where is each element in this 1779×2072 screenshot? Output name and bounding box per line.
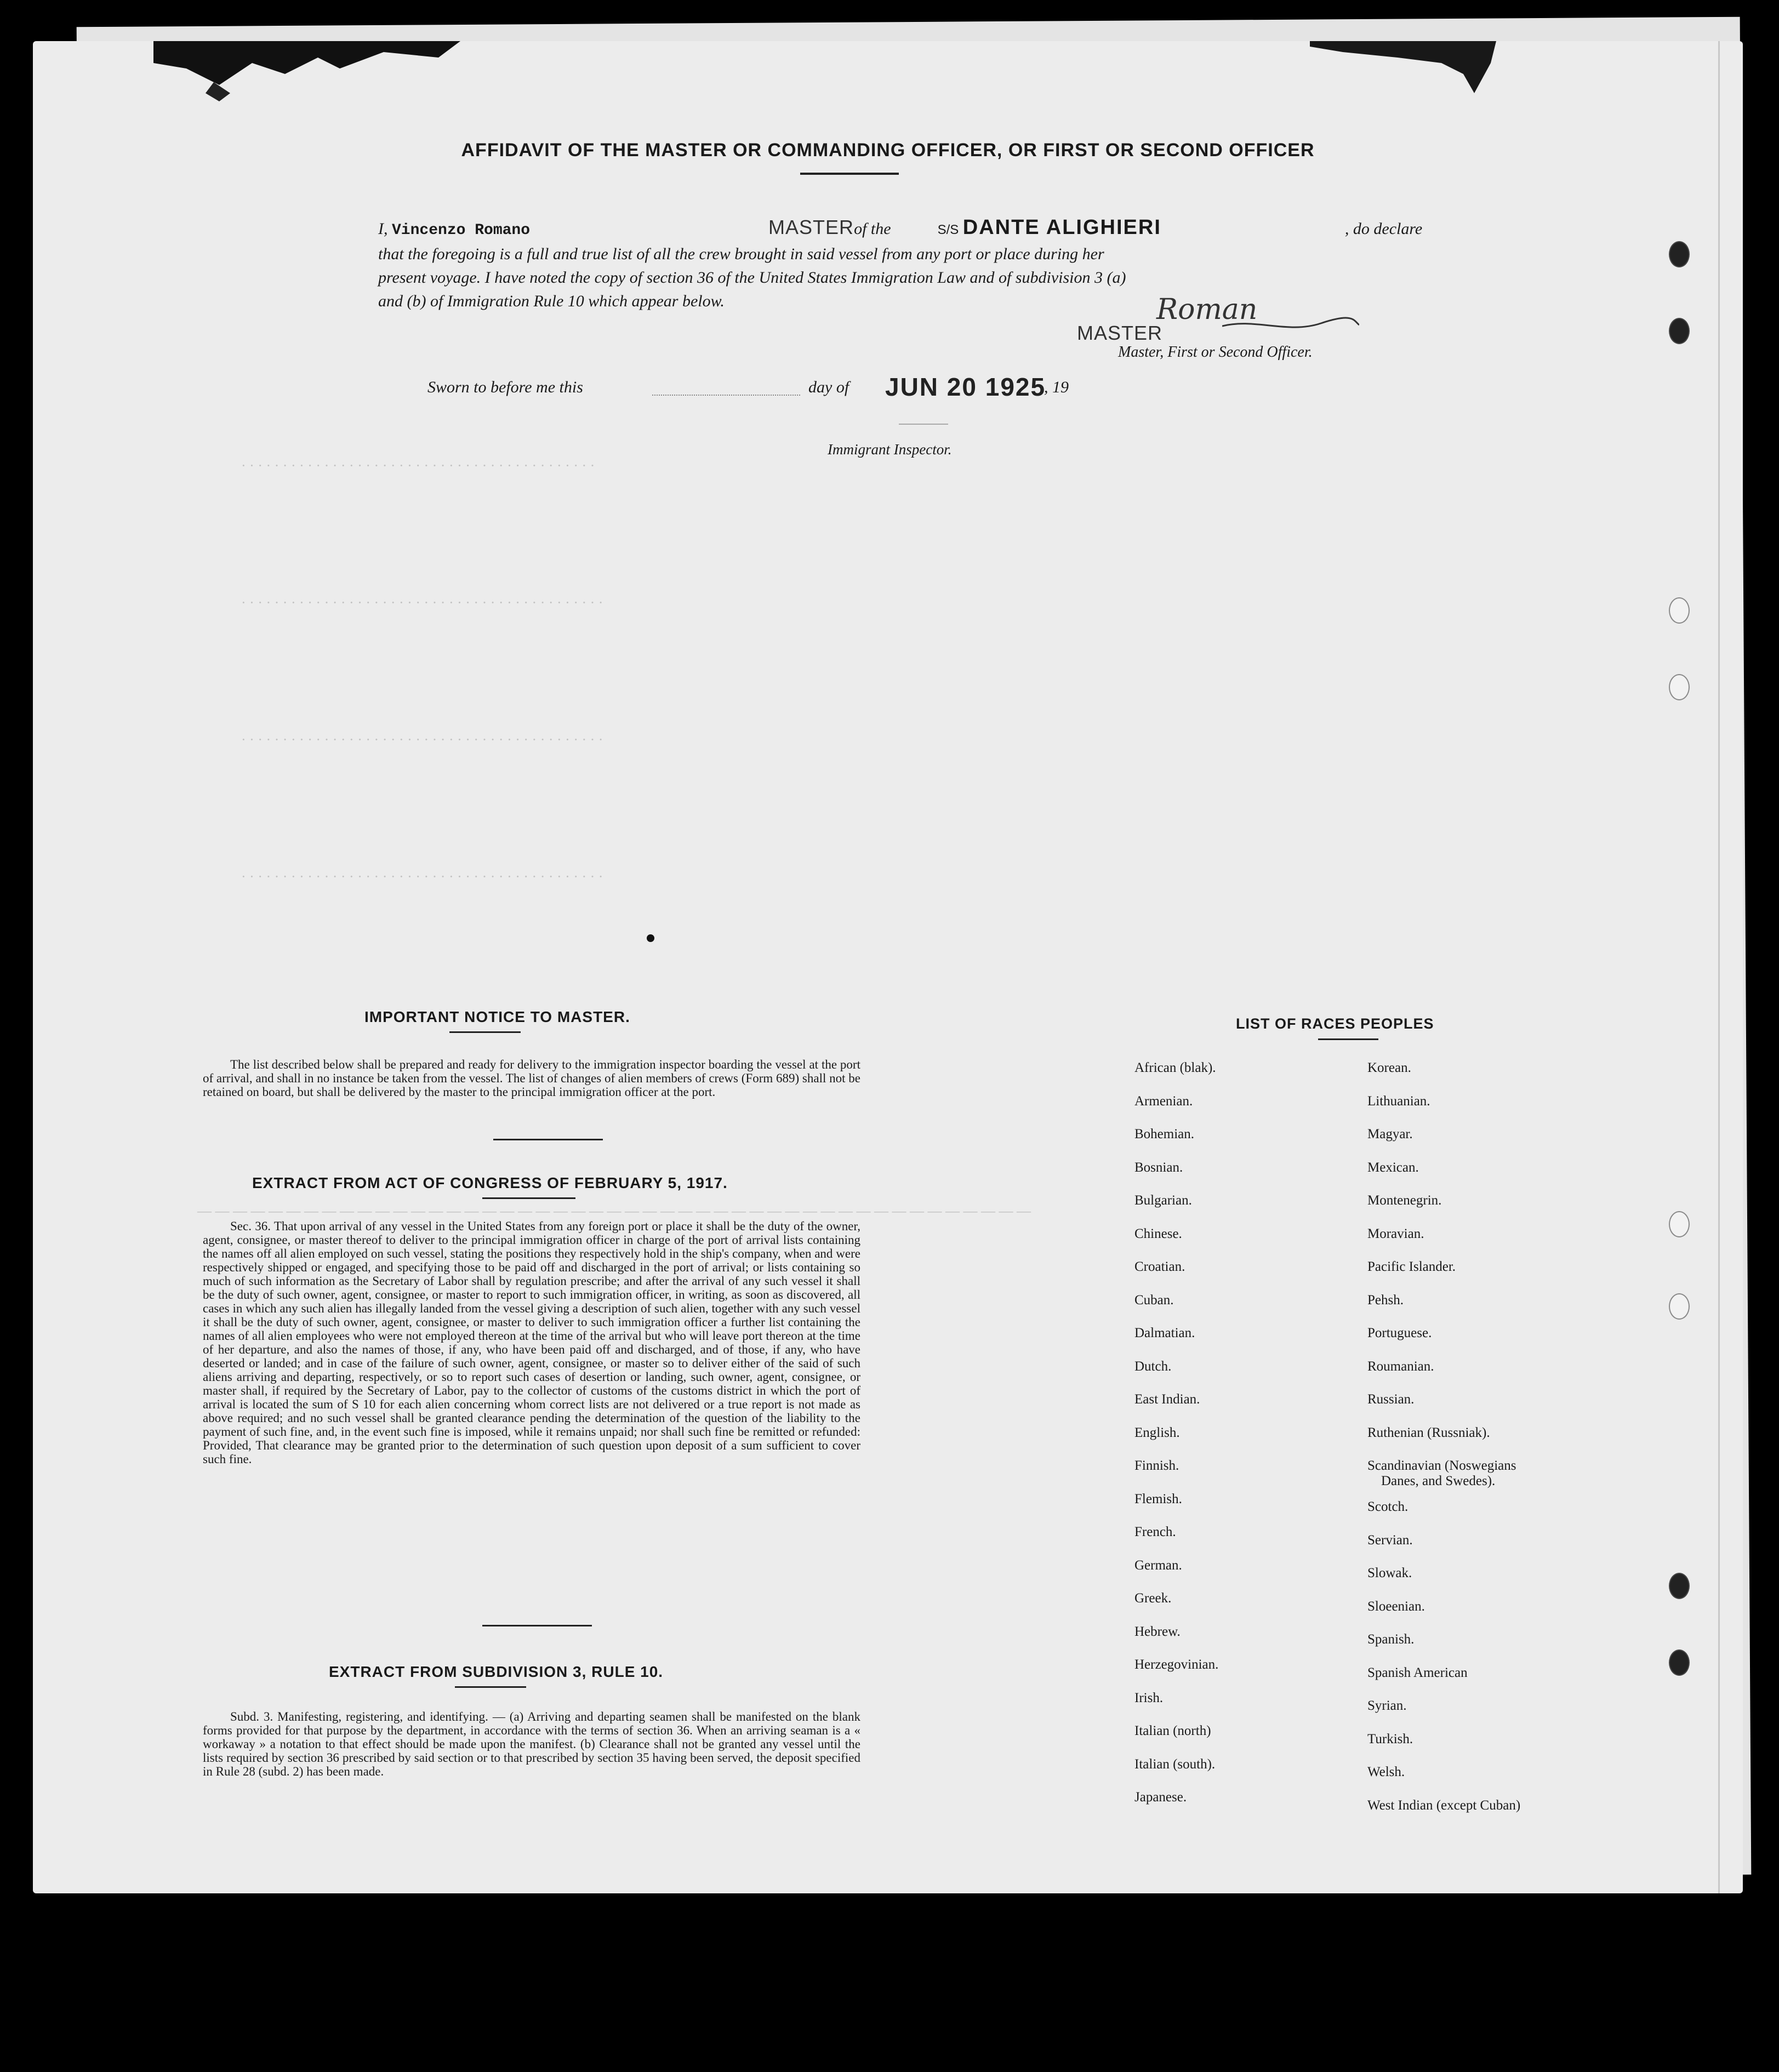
- date-stamp: JUN 20 1925: [885, 373, 1046, 401]
- race-item: Italian (south).: [1134, 1756, 1216, 1772]
- notice-underline: [449, 1031, 521, 1033]
- race-item: West Indian (except Cuban): [1367, 1797, 1521, 1813]
- race-item: [1367, 1458, 1520, 1499]
- bleed-through: — — — — — — — — — — — — — — — — — — — — — — — — — — — — — — — — — — — — — — — — — — — — — — —: [197, 1203, 1031, 1219]
- race-item: Greek.: [1134, 1591, 1172, 1606]
- declaration-text: [378, 215, 1425, 313]
- extract-act-heading: EXTRACT FROM ACT OF CONGRESS OF FEBRUARY 5, 1917.: [252, 1174, 728, 1191]
- declaration-line-2: that the foregoing is a full and true list of all the crew brought in said vessel from any port or place during her: [378, 245, 1104, 263]
- race-item: East Indian.: [1134, 1392, 1200, 1407]
- extract-rule-heading: EXTRACT FROM SUBDIVISION 3, RULE 10.: [329, 1663, 664, 1680]
- year-prefix: , 19: [1044, 378, 1069, 396]
- master-signature: Roman: [1156, 293, 1258, 326]
- inspector-signature-line: [899, 424, 948, 425]
- races-column-1: [1134, 1060, 1218, 1823]
- day-of-label: day of: [808, 378, 849, 396]
- notice-heading: IMPORTANT NOTICE TO MASTER.: [364, 1008, 630, 1025]
- page-edge-line: [1718, 41, 1720, 1893]
- extract-rule-underline: [455, 1686, 526, 1688]
- binder-hole: [1669, 318, 1690, 344]
- ink-dot: [647, 934, 654, 942]
- binder-hole: [1669, 674, 1690, 700]
- race-item: Italian (north): [1134, 1723, 1211, 1738]
- race-item: Roumanian.: [1367, 1358, 1434, 1374]
- race-item: Portuguese.: [1367, 1326, 1432, 1340]
- race-item: German.: [1134, 1557, 1182, 1573]
- signature-stamp: MASTER: [1077, 322, 1163, 344]
- race-item: Herzegovinian.: [1134, 1657, 1219, 1672]
- binder-hole: [1669, 1293, 1690, 1320]
- extract-act-underline: [482, 1197, 575, 1199]
- race-item: Ruthenian (Russniak).: [1367, 1425, 1490, 1440]
- race-item-continuation: Danes, and Swedes).: [1381, 1474, 1496, 1488]
- affidavit-title: AFFIDAVIT OF THE MASTER OR COMMANDING OFFICER, OR FIRST OR SECOND OFFICER: [461, 140, 1315, 161]
- race-item: Lithuanian.: [1367, 1093, 1430, 1109]
- race-item: Turkish.: [1367, 1731, 1413, 1746]
- race-item-line: Scandinavian (Noswegians: [1367, 1458, 1516, 1473]
- race-item: Syrian.: [1367, 1698, 1407, 1713]
- declaration-line-1: I, Vincenzo Romano MASTERof the S/S DANTE ALIGHIERI , do declare: [378, 216, 1423, 239]
- race-item: Croatian.: [1134, 1259, 1185, 1274]
- race-item: Armenian.: [1134, 1093, 1193, 1109]
- torn-edge: [153, 41, 460, 107]
- race-item: Dutch.: [1134, 1358, 1172, 1374]
- bleed-through: · · · · · · · · · · · · · · · · · · · · · · · · · · · · · · · · · · · · · · · · · · · ·: [241, 595, 603, 610]
- races-underline: [1318, 1038, 1378, 1040]
- binder-hole: [1669, 1649, 1690, 1676]
- race-item: Moravian.: [1367, 1226, 1424, 1241]
- title-underline: [800, 173, 899, 175]
- race-item: Bohemian.: [1134, 1127, 1195, 1141]
- races-heading: LIST OF RACES PEOPLES: [1236, 1015, 1434, 1032]
- bleed-through: · · · · · · · · · · · · · · · · · · · · · · · · · · · · · · · · · · · · · · · · · · · ·: [241, 732, 603, 747]
- race-item: Bulgarian.: [1134, 1193, 1192, 1208]
- race-item: Chinese.: [1134, 1226, 1182, 1241]
- master-name: Vincenzo Romano: [392, 222, 531, 239]
- race-item: Scotch.: [1367, 1499, 1409, 1514]
- race-item: Dalmatian.: [1134, 1326, 1195, 1340]
- race-item: Sloeenian.: [1367, 1599, 1425, 1614]
- notice-divider: [493, 1139, 603, 1140]
- race-item: Korean.: [1367, 1060, 1411, 1075]
- signature-caption: Master, First or Second Officer.: [1118, 344, 1313, 361]
- binder-hole: [1669, 241, 1690, 267]
- declaration-line-3: present voyage. I have noted the copy of section 36 of the United States Immigration Law and of subdivision 3 (a): [378, 269, 1126, 287]
- race-item: Spanish.: [1367, 1632, 1415, 1647]
- binder-hole: [1669, 1211, 1690, 1237]
- race-item: Cuban.: [1134, 1292, 1174, 1308]
- notice-text: The list described below shall be prepared and ready for delivery to the immigration inspector boarding the vessel at the port of arrival, and shall in no instance be taken from the vessel. The list of changes of alien members of crews (Form 689) shall not be retained on board, but shall be delivered by the master to the principal immigration officer at the port.: [203, 1058, 860, 1099]
- race-item: English.: [1134, 1425, 1180, 1440]
- race-item: Mexican.: [1367, 1160, 1419, 1175]
- document-sheet: [33, 41, 1743, 1893]
- master-stamp: MASTER: [768, 216, 854, 238]
- races-column-2: [1367, 1060, 1520, 1831]
- declaration-line-4: and (b) of Immigration Rule 10 which appear below.: [378, 292, 725, 310]
- race-item: Flemish.: [1134, 1491, 1182, 1506]
- race-item: French.: [1134, 1525, 1176, 1539]
- race-item: Magyar.: [1367, 1127, 1413, 1141]
- race-item: African (blak).: [1134, 1060, 1216, 1075]
- race-item: Slowak.: [1367, 1566, 1412, 1580]
- extract-rule-text: Subd. 3. Manifesting, registering, and identifying. — (a) Arriving and departing seamen shall be manifested on the blank forms provided for that purpose by the department, in accordance with the terms of section 36. When an arriving seaman is a « workaway » a notation to that effect should be made upon the manifest. (b) Clearance shall not be granted any vessel until the lists required by section 36 prescribed by said section or to that prescribed by section 35 having been served, the deposit specified in Rule 28 (subd. 2) has been made.: [203, 1710, 860, 1778]
- extract-act-divider: [482, 1625, 592, 1626]
- inspector-caption: Immigrant Inspector.: [828, 441, 952, 458]
- race-item: Montenegrin.: [1367, 1193, 1442, 1208]
- race-item: Russian.: [1367, 1392, 1415, 1407]
- signature-flourish: [1222, 315, 1359, 337]
- day-blank: [652, 395, 800, 396]
- bleed-through: · · · · · · · · · · · · · · · · · · · · · · · · · · · · · · · · · · · · · · · · · · · ·: [241, 869, 603, 884]
- torn-edge-right: [1310, 41, 1496, 107]
- bleed-through: · · · · · · · · · · · · · · · · · · · · · · · · · · · · · · · · · · · · · · · · · · ·: [241, 458, 595, 473]
- race-item: Irish.: [1134, 1690, 1164, 1705]
- race-item: Hebrew.: [1134, 1624, 1181, 1639]
- sworn-label: Sworn to before me this: [427, 378, 583, 396]
- extract-act-text: Sec. 36. That upon arrival of any vessel in the United States from any foreign port or place it shall be the duty of the owner, agent, consignee, or master thereof to deliver to the principal immigration officer in charge of the port of arrival lists containing the names off all alien employed on such vessel, stating the positions they respectively hold in the ship's company, when and were respectively shipped or engaged, and specifying those to be paid off and discharged in the port of arrival; or lists containing so much of such information as the Secretary of Labor shall by regulation prescribe; and after the arrival of any such vessel it shall be the duty of such owner, agent, consignee, or master to report to such immigration officer, in writing, as soon as discovered, all cases in which any such alien has illegally landed from the vessel giving a description of such alien, together with any such vessel it shall be the duty of such owner, agent, consignee, or master to deliver to such immigration officer a further list containing the names of all alien employees who were not employed thereon at the time of the arrival but who will leave port thereon at the time of her departure, and also the names of those, if any, who have been paid off and discharged, and of those, if any, who have deserted or landed; and in case of the failure of such owner, agent, consignee, or master so to deliver either of the said of such aliens arriving and departing, respectively, or so to report such cases of desertion or landing, such owner, agent, consignee, or master shall, if required by the Secretary of Labor, pay to the collector of customs of the customs district in which the port of arrival is located the sum of S 10 for each alien concerning whom correct lists are not delivered or a true report is not made as above required; and no such vessel shall be granted clearance pending the determination of the question of the liability to the payment of such fine, and, in the event such fine is imposed, while it remains unpaid; nor shall such fine be remitted or refunded: Provided, That clearance may be granted prior to the determination of such question upon deposit of a sum sufficient to cover such fine.: [203, 1219, 860, 1466]
- race-item: Pacific Islander.: [1367, 1259, 1456, 1274]
- race-item: Japanese.: [1134, 1790, 1187, 1805]
- race-item: Bosnian.: [1134, 1160, 1183, 1175]
- race-item: Welsh.: [1367, 1765, 1405, 1779]
- race-item: Spanish American: [1367, 1665, 1468, 1680]
- race-item: Servian.: [1367, 1532, 1413, 1548]
- binder-hole: [1669, 597, 1690, 624]
- vessel-name: DANTE ALIGHIERI: [962, 216, 1161, 239]
- binder-hole: [1669, 1573, 1690, 1599]
- race-item: Pehsh.: [1367, 1292, 1404, 1308]
- race-item: Finnish.: [1134, 1458, 1179, 1473]
- ss-prefix: S/S: [937, 222, 959, 237]
